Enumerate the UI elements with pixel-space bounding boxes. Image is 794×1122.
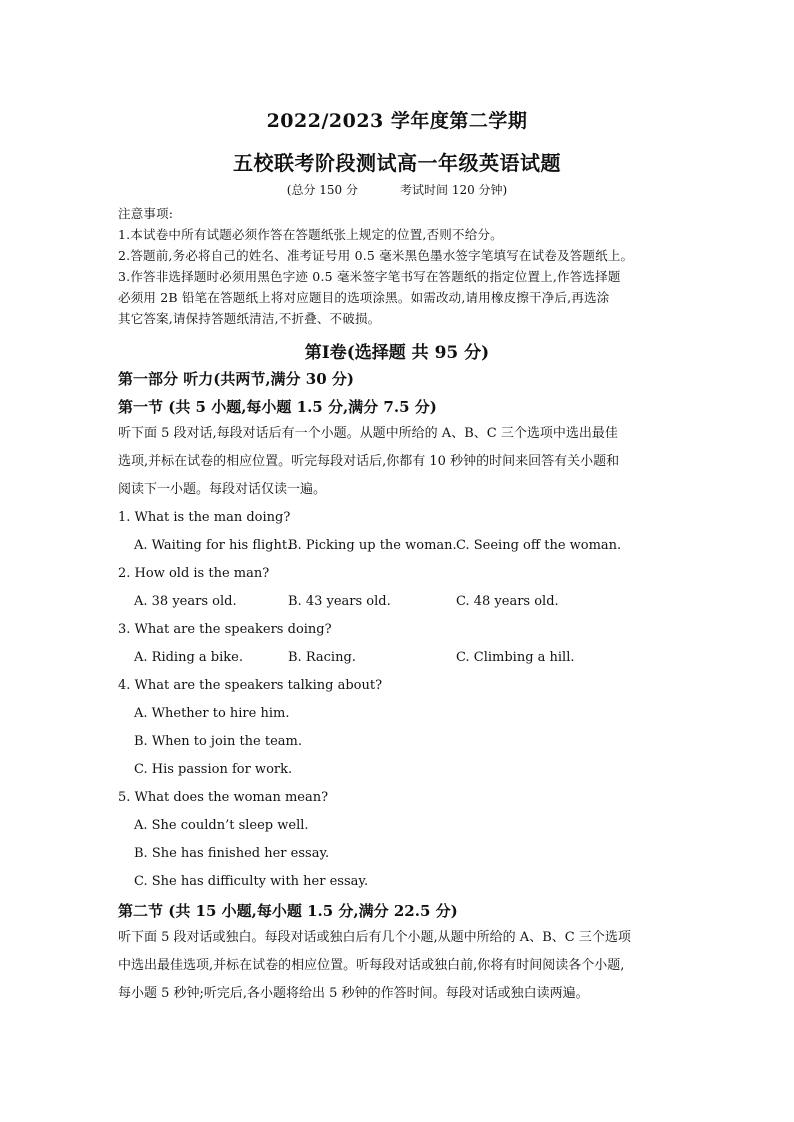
notes-line: 2.答题前,务必将自己的姓名、准考证号用 0.5 毫米黑色墨水签字笔填写在试卷及答题纸上。 [118, 248, 634, 263]
notes-line: 必须用 2B 铅笔在答题纸上将对应题目的选项涂黑。如需改动,请用橡皮擦干净后,再选涂 [118, 290, 610, 305]
instruction-line: 阅读下一小题。每段对话仅读一遍。 [118, 482, 327, 497]
section1-instructions [118, 420, 680, 504]
section2-instructions [118, 924, 680, 1008]
q3-option-b: B. Racing. [288, 650, 356, 665]
q4-option-a: A. Whether to hire him. [134, 706, 290, 721]
q2-option-b: B. 43 years old. [288, 594, 391, 609]
exam-time: 考试时间 120 分钟) [400, 183, 508, 197]
q2-option-c: C. 48 years old. [456, 594, 559, 609]
instruction-line: 中选出最佳选项,并标在试卷的相应位置。听每段对话或独白前,你将有时间阅读各个小题, [118, 958, 625, 973]
part1-heading: 第一部分 听力(共两节,满分 30 分) [118, 370, 354, 388]
instruction-line: 选项,并标在试卷的相应位置。听完每段对话后,你都有 10 秒钟的时间来回答有关小题和 [118, 454, 620, 469]
q1-option-a: A. Waiting for his flight. [134, 538, 292, 553]
section2-heading: 第二节 (共 15 小题,每小题 1.5 分,满分 22.5 分) [118, 902, 458, 920]
q4-option-c: C. His passion for work. [134, 762, 293, 777]
volume-title: 第Ⅰ卷(选择题 共 95 分) [304, 343, 490, 363]
notes-line: 其它答案,请保持答题纸清洁,不折叠、不破损。 [118, 311, 381, 326]
exam-notes [118, 203, 680, 329]
question-3: 3. What are the speakers doing? [118, 622, 332, 637]
q5-option-c: C. She has difficulty with her essay. [134, 874, 369, 889]
question-4: 4. What are the speakers talking about? [118, 678, 383, 693]
q2-option-a: A. 38 years old. [134, 594, 237, 609]
exam-title-main: 五校联考阶段测试高一年级英语试题 [233, 151, 561, 175]
q1-option-c: C. Seeing off the woman. [456, 538, 622, 553]
instruction-line: 每小题 5 秒钟;听完后,各小题将给出 5 秒钟的作答时间。每段对话或独白读两遍。 [118, 986, 589, 1001]
instruction-line: 听下面 5 段对话或独白。每段对话或独白后有几个小题,从题中所给的 A、B、C 三个选项 [118, 930, 631, 945]
q4-option-b: B. When to join the team. [134, 734, 303, 749]
question-5: 5. What does the woman mean? [118, 790, 329, 805]
q3-option-a: A. Riding a bike. [134, 650, 243, 665]
question-1: 1. What is the man doing? [118, 510, 291, 525]
notes-heading: 注意事项: [118, 206, 174, 221]
q5-option-a: A. She couldn’t sleep well. [134, 818, 309, 833]
section1-heading: 第一节 (共 5 小题,每小题 1.5 分,满分 7.5 分) [118, 398, 437, 416]
notes-line: 1.本试卷中所有试题必须作答在答题纸张上规定的位置,否则不给分。 [118, 227, 503, 242]
question-2: 2. How old is the man? [118, 566, 270, 581]
instruction-line: 听下面 5 段对话,每段对话后有一个小题。从题中所给的 A、B、C 三个选项中选出最佳 [118, 426, 618, 441]
exam-title-term: 2022/2023 学年度第二学期 [266, 110, 528, 132]
total-score: (总分 150 分 [286, 183, 358, 197]
exam-score-time [0, 181, 794, 198]
q3-option-c: C. Climbing a hill. [456, 650, 575, 665]
q5-option-b: B. She has finished her essay. [134, 846, 330, 861]
notes-line: 3.作答非选择题时必须用黑色字迹 0.5 毫米签字笔书写在答题纸的指定位置上,作答选择题 [118, 269, 621, 284]
q1-option-b: B. Picking up the woman. [288, 538, 457, 553]
